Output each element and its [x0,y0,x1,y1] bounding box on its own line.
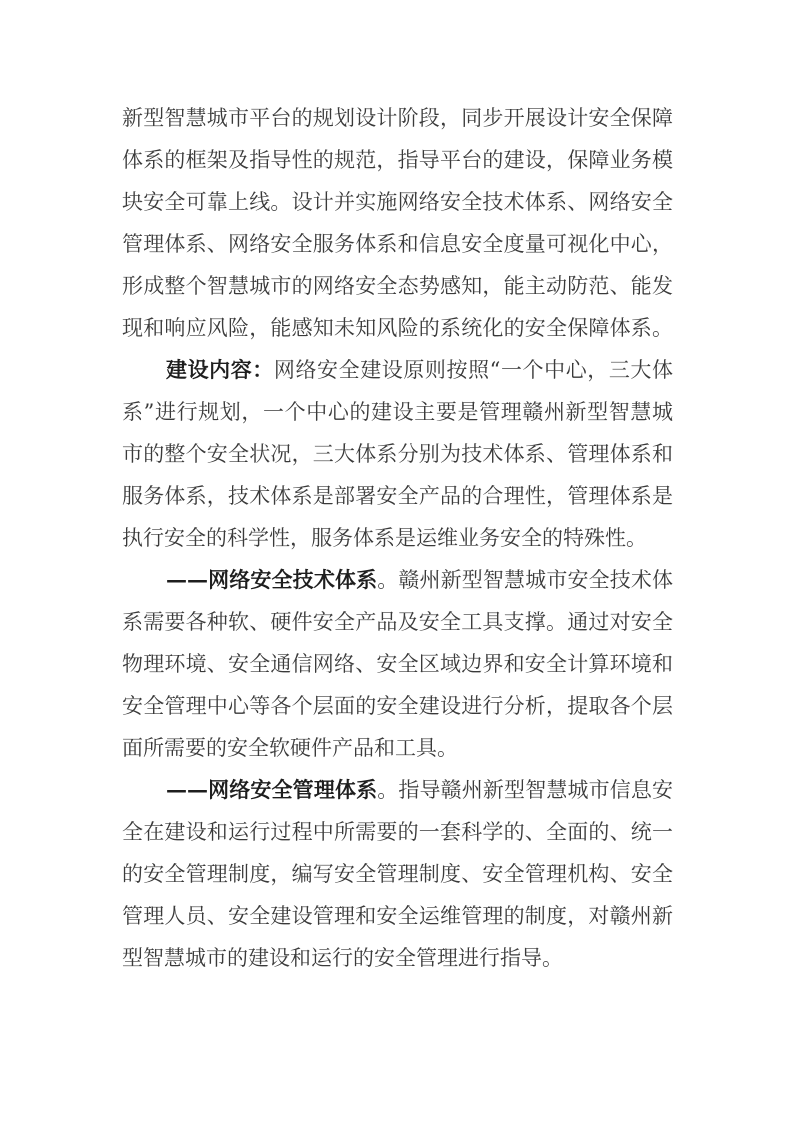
text-line [122,769,673,811]
line-text: 型智慧城市的建设和运行的安全管理进行指导。 [122,946,563,970]
text-line [122,559,673,601]
line-text: 体系的框架及指导性的规范，指导平台的建设，保障业务模 [122,148,673,172]
line-text: 全在建设和运行过程中所需要的一套科学的、全面的、统一 [122,820,673,844]
line-text: 系需要各种软、硬件安全产品及安全工具支撑。通过对安全 [122,610,673,634]
text-line [122,601,673,643]
text-line [122,223,673,265]
text-line [122,685,673,727]
line-text: 新型智慧城市平台的规划设计阶段，同步开展设计安全保障 [122,106,673,130]
text-line [122,475,673,517]
text-line [122,349,673,391]
text-line [122,307,673,349]
line-text: 安全管理中心等各个层面的安全建设进行分析，提取各个层 [122,694,673,718]
text-line [122,265,673,307]
text-line [122,937,673,979]
text-line [122,517,673,559]
line-text: 面所需要的安全软硬件产品和工具。 [122,736,458,760]
text-line [122,139,673,181]
line-text: 现和响应风险，能感知未知风险的系统化的安全保障体系。 [122,316,673,340]
text-line [122,181,673,223]
line-text: 的安全管理制度，编写安全管理制度、安全管理机构、安全 [122,862,673,886]
line-text: 系”进行规划，一个中心的建设主要是管理赣州新型智慧城 [122,400,673,424]
bold-heading: ——网络安全技术体系 [166,567,378,592]
text-line [122,811,673,853]
text-line [122,853,673,895]
bold-heading: 建设内容： [166,357,274,382]
text-line [122,727,673,769]
line-text: 市的整个安全状况，三大体系分别为技术体系、管理体系和 [122,442,673,466]
line-text: 块安全可靠上线。设计并实施网络安全技术体系、网络安全 [122,190,673,214]
line-text: 物理环境、安全通信网络、安全区域边界和安全计算环境和 [122,652,673,676]
text-line [122,391,673,433]
text-line [122,643,673,685]
line-text: 执行安全的科学性，服务体系是运维业务安全的特殊性。 [122,526,647,550]
text-line [122,433,673,475]
line-text: 管理体系、网络安全服务体系和信息安全度量可视化中心， [122,232,673,256]
line-text: 管理人员、安全建设管理和安全运维管理的制度，对赣州新 [122,904,673,928]
document-page [122,97,673,979]
text-line [122,895,673,937]
line-text: 。赣州新型智慧城市安全技术体 [377,568,674,592]
bold-heading: ——网络安全管理体系 [166,777,378,802]
line-text: 服务体系，技术体系是部署安全产品的合理性，管理体系是 [122,484,673,508]
line-text: 。指导赣州新型智慧城市信息安 [377,778,674,802]
line-text: 网络安全建设原则按照“一个中心，三大体 [273,358,674,382]
text-line [122,97,673,139]
line-text: 形成整个智慧城市的网络安全态势感知，能主动防范、能发 [122,274,673,298]
